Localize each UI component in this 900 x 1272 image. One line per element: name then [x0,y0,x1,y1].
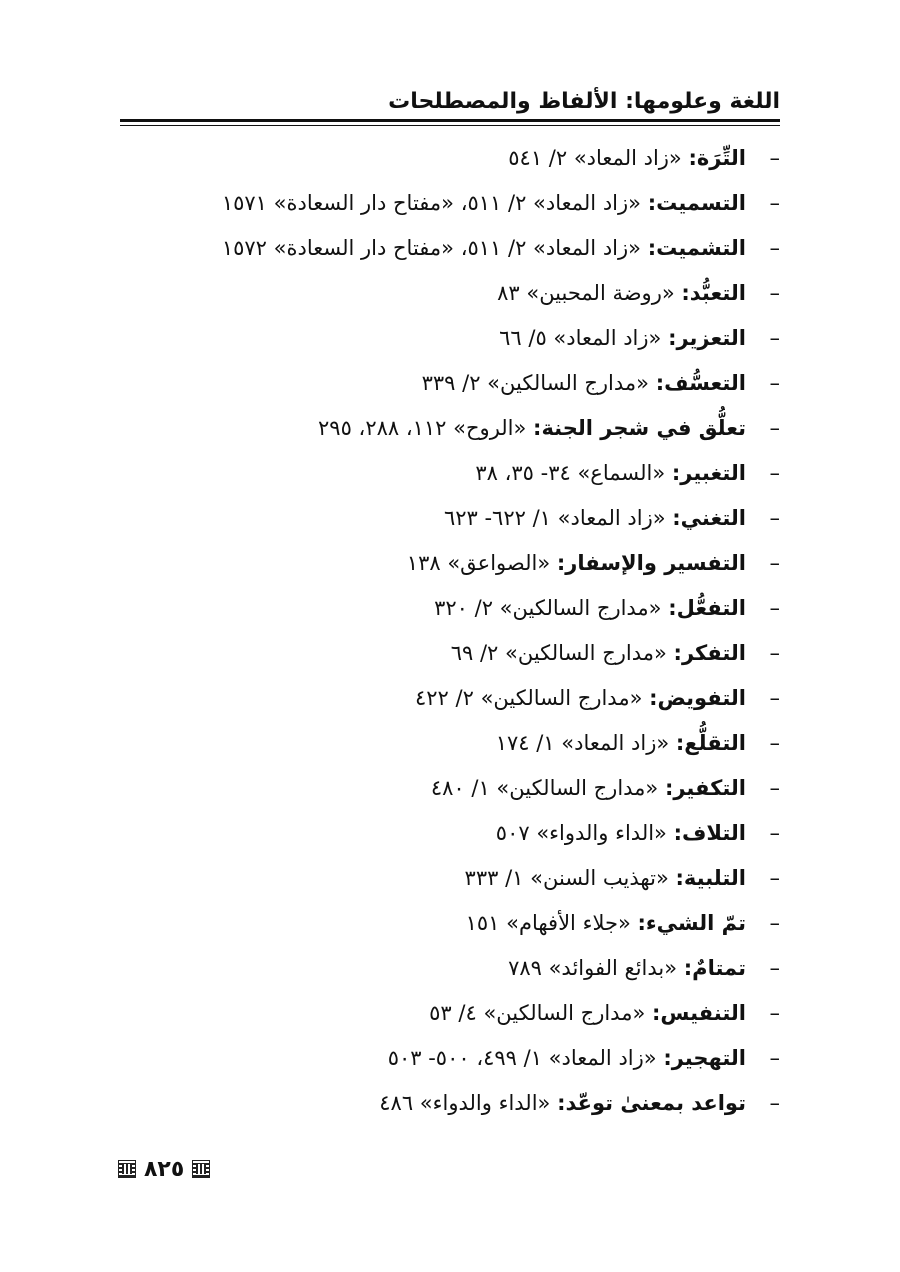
entry-term: التشميت: [647,236,746,260]
entry-term: التلبية: [675,866,746,890]
index-entry [120,1038,780,1083]
entry-reference: «الداء والدواء» ٥٠٧ [495,821,667,845]
entry-reference: «مدارج السالكين» ٢/ ٤٢٢ [415,686,643,710]
index-entry [120,858,780,903]
entry-reference: «الصواعق» ١٣٨ [406,551,551,575]
index-entry [120,948,780,993]
entry-term: التغبير: [671,461,746,485]
dash-bullet: – [769,1091,780,1115]
dash-bullet: – [769,731,780,755]
index-entry [120,228,780,273]
entry-reference: «زاد المعاد» ٢/ ٥١١، «مفتاح دار السعادة» ١٥٧١ [221,191,641,215]
page-number: ٨٢٥ [144,1156,185,1182]
dash-bullet: – [769,911,780,935]
entry-reference: «زاد المعاد» ١/ ٦٢٢- ٦٢٣ [443,506,666,530]
dash-bullet: – [769,821,780,845]
dash-bullet: – [769,641,780,665]
entry-term: التفويض: [649,686,746,710]
entry-term: التنفيس: [652,1001,746,1025]
dash-bullet: – [769,146,780,170]
index-entry [120,363,780,408]
entry-reference: «زاد المعاد» ٢/ ٥١١، «مفتاح دار السعادة» ١٥٧٢ [221,236,641,260]
page-folio [118,1154,210,1184]
entry-reference: «تهذيب السنن» ١/ ٣٣٣ [464,866,669,890]
dash-bullet: – [769,1001,780,1025]
index-entry [120,1083,780,1128]
entry-term: التفعُّل: [668,596,746,620]
index-entry [120,588,780,633]
entry-term: التفسير والإسفار: [556,551,746,575]
entry-reference: «مدارج السالكين» ٢/ ٦٩ [450,641,667,665]
dash-bullet: – [769,551,780,575]
dash-bullet: – [769,236,780,260]
index-entry [120,273,780,318]
index-entry [120,543,780,588]
entry-reference: «جلاء الأفهام» ١٥١ [465,911,631,935]
index-entry [120,408,780,453]
entry-reference: «زاد المعاد» ١/ ٤٩٩، ٥٠٠- ٥٠٣ [387,1046,657,1070]
dash-bullet: – [769,686,780,710]
entry-reference: «مدارج السالكين» ٢/ ٣٢٠ [434,596,662,620]
dash-bullet: – [769,281,780,305]
entry-term: التقلُّع: [675,731,746,755]
index-entry [120,318,780,363]
header-rule-thick [120,119,780,122]
dash-bullet: – [769,371,780,395]
index-entry [120,678,780,723]
entry-reference: «مدارج السالكين» ٢/ ٣٣٩ [421,371,650,395]
ornament-icon [118,1160,136,1178]
entry-term: التفكر: [673,641,746,665]
entry-term: التكفير: [664,776,746,800]
dash-bullet: – [769,416,780,440]
index-entry [120,183,780,228]
entry-term: التهجير: [663,1046,746,1070]
dash-bullet: – [769,506,780,530]
entry-term: تواعد بمعنىٰ توعّد: [557,1091,746,1115]
entry-reference: «زاد المعاد» ١/ ١٧٤ [495,731,670,755]
dash-bullet: – [769,956,780,980]
entry-reference: «زاد المعاد» ٢/ ٥٤١ [508,146,682,170]
entry-term: تمّ الشيء: [637,911,746,935]
dash-bullet: – [769,596,780,620]
entry-reference: «روضة المحبين» ٨٣ [497,281,675,305]
dash-bullet: – [769,1046,780,1070]
entry-reference: «مدارج السالكين» ٤/ ٥٣ [429,1001,646,1025]
entry-term: التعزير: [668,326,746,350]
entry-term: التعبُّد: [681,281,746,305]
dash-bullet: – [769,776,780,800]
index-entries [120,138,780,1128]
ornament-icon [192,1160,210,1178]
index-entry [120,138,780,183]
entry-reference: «الروح» ١١٢، ٢٨٨، ٢٩٥ [318,416,527,440]
entry-reference: «الداء والدواء» ٤٨٦ [379,1091,551,1115]
dash-bullet: – [769,191,780,215]
index-entry [120,903,780,948]
index-entry [120,993,780,1038]
entry-reference: «بدائع الفوائد» ٧٨٩ [508,956,678,980]
running-header: اللغة وعلومها: الألفاظ والمصطلحات [388,89,780,114]
dash-bullet: – [769,326,780,350]
entry-term: التسميت: [647,191,746,215]
index-entry [120,768,780,813]
index-entry [120,453,780,498]
index-entry [120,813,780,858]
entry-term: تمتامٌ: [683,956,746,980]
entry-term: التعسُّف: [655,371,746,395]
entry-term: تعلُّق في شجر الجنة: [533,416,746,440]
header-rule-thin [120,125,780,126]
index-entry [120,498,780,543]
entry-term: التِّرَة: [688,146,746,170]
entry-term: التلاف: [673,821,746,845]
dash-bullet: – [769,866,780,890]
entry-reference: «السماع» ٣٤- ٣٥، ٣٨ [475,461,666,485]
entry-term: التغني: [672,506,746,530]
entry-reference: «زاد المعاد» ٥/ ٦٦ [499,326,662,350]
index-entry [120,723,780,768]
entry-reference: «مدارج السالكين» ١/ ٤٨٠ [430,776,659,800]
index-entry [120,633,780,678]
dash-bullet: – [769,461,780,485]
